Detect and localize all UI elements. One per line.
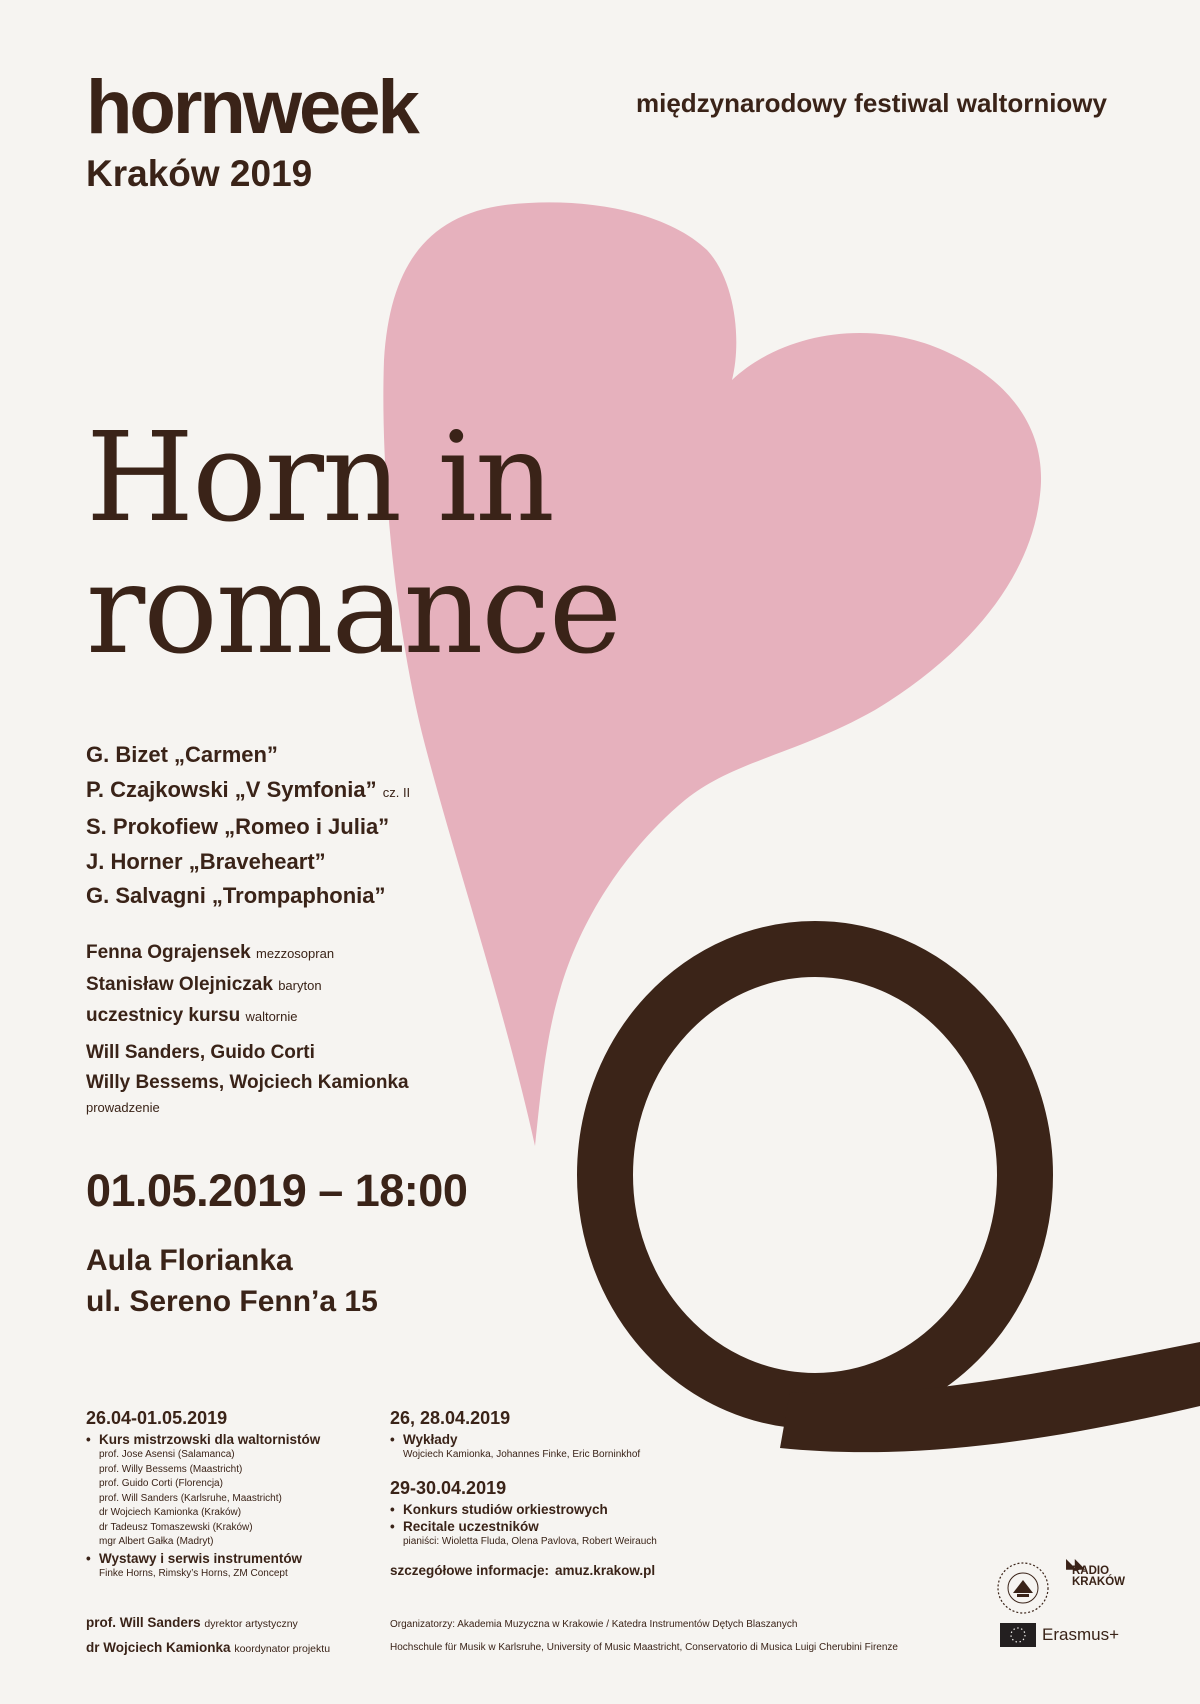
- hosts-role: prowadzenie: [86, 1100, 160, 1115]
- performer-name: Stanisław Olejniczak: [86, 973, 273, 995]
- more-info: [390, 1563, 655, 1578]
- schedule-item: • Kurs mistrzowski dla waltornistów: [86, 1431, 320, 1448]
- schedule-item-details: Finke Horns, Rimsky’s Horns, ZM Concept: [99, 1567, 288, 1579]
- schedule-item: • Recitale uczestników: [390, 1518, 657, 1535]
- director-name: dr Wojciech Kamionka: [86, 1640, 231, 1655]
- performer-role: waltornie: [245, 1009, 298, 1024]
- program-item: [86, 879, 410, 914]
- directors-block: [86, 1611, 330, 1661]
- horn-loop: [605, 949, 1200, 1452]
- teacher: prof. Guido Corti (Florencja): [99, 1478, 223, 1489]
- horn-ring: [605, 949, 1025, 1401]
- erasmus-label: Erasmus+: [1042, 1625, 1119, 1644]
- schedule-date: 29-30.04.2019: [390, 1477, 507, 1498]
- website-link[interactable]: amuz.krakow.pl: [555, 1563, 656, 1578]
- hosts-line-1: Will Sanders, Guido Corti: [86, 1042, 315, 1063]
- teacher: prof. Willy Bessems (Maastricht): [99, 1463, 243, 1475]
- program-work: P. Czajkowski „V Symfonia”: [86, 776, 377, 802]
- program-item: [86, 845, 410, 880]
- more-info-label: szczegółowe informacje:: [390, 1563, 550, 1578]
- teacher: dr Wojciech Kamionka (Kraków): [99, 1507, 242, 1518]
- program-note: cz. II: [382, 784, 411, 800]
- academy-seal-icon: [995, 1560, 1051, 1616]
- organizers-block: [390, 1613, 898, 1659]
- erasmus-logo: [1000, 1623, 1119, 1647]
- schedule-date: 26, 28.04.2019: [390, 1408, 511, 1428]
- program-item: [86, 773, 410, 811]
- radio-krakow-mark-icon: ◣◣: [1066, 1555, 1084, 1571]
- performer: [86, 1001, 334, 1033]
- concert-title: [86, 406, 621, 682]
- director: [86, 1611, 330, 1636]
- performer: [86, 970, 334, 1002]
- festival-brand: hornweek: [86, 65, 417, 150]
- schedule-item: • Wykłady: [390, 1431, 657, 1448]
- schedule-item: • Wystawy i serwis instrumentów: [86, 1550, 320, 1567]
- hosts-block: [86, 1038, 409, 1118]
- schedule-masterclass: [86, 1407, 320, 1581]
- program-work: G. Salvagni „Trompaphonia”: [86, 883, 386, 908]
- teacher: mgr Albert Gałka (Madryt): [99, 1536, 214, 1547]
- program-work: G. Bizet „Carmen”: [86, 742, 278, 767]
- event-venue: [86, 1240, 378, 1322]
- organizers-line-2: Hochschule für Musik w Karlsruhe, University of Music Maastricht, Conservatorio di Musica Luigi Cherubini Firenze: [390, 1642, 898, 1653]
- performer-role: mezzosopran: [256, 946, 335, 961]
- radio-logo-line-1: RADIO: [1072, 1565, 1110, 1577]
- teacher: prof. Will Sanders (Karlsruhe, Maastricht): [99, 1492, 282, 1504]
- horn-tail: [780, 1342, 1200, 1452]
- radio-logo-line-2: KRAKÓW: [1072, 1576, 1126, 1588]
- organizers-line-1: Organizatorzy: Akademia Muzyczna w Krakowie / Katedra Instrumentów Dętych Blaszanych: [390, 1619, 798, 1630]
- hosts-line-2: Willy Bessems, Wojciech Kamionka: [86, 1072, 409, 1093]
- concert-title-line-1: Horn in: [86, 406, 553, 550]
- program-work: S. Prokofiew „Romeo i Julia”: [86, 814, 390, 839]
- director: [86, 1636, 330, 1661]
- teacher: dr Tadeusz Tomaszewski (Kraków): [99, 1521, 253, 1533]
- schedule-item-details: pianiści: Wioletta Fluda, Olena Pavlova, Robert Weirauch: [403, 1535, 657, 1547]
- director-role: dyrektor artystyczny: [204, 1618, 298, 1630]
- radio-krakow-logo: [1066, 1555, 1126, 1588]
- festival-city-year: Kraków 2019: [86, 153, 313, 194]
- schedule-item-details: Wojciech Kamionka, Johannes Finke, Eric Borninkhof: [403, 1449, 641, 1460]
- schedule-lectures: [390, 1407, 657, 1549]
- program-work: J. Horner „Braveheart”: [86, 848, 326, 874]
- schedule-date: 26.04-01.05.2019: [86, 1408, 228, 1428]
- performer: [86, 938, 334, 970]
- program-list: [86, 738, 410, 914]
- performer-name: uczestnicy kursu: [86, 1005, 241, 1026]
- performer-name: Fenna Ograjensek: [86, 942, 251, 963]
- director-name: prof. Will Sanders: [86, 1615, 201, 1630]
- schedule-item: • Konkurs studiów orkiestrowych: [390, 1501, 657, 1518]
- director-role: koordynator projektu: [234, 1643, 331, 1655]
- festival-tagline: międzynarodowy festiwal waltorniowy: [636, 88, 1107, 118]
- program-item: [86, 810, 410, 845]
- venue-name: Aula Florianka: [86, 1244, 293, 1277]
- performer-role: baryton: [278, 977, 322, 993]
- venue-address: ul. Sereno Fenn’a 15: [86, 1285, 378, 1318]
- performers-list: [86, 938, 334, 1033]
- eu-flag-icon: [1000, 1623, 1036, 1647]
- teacher: prof. Jose Asensi (Salamanca): [99, 1449, 235, 1460]
- concert-title-line-2: romance: [86, 538, 621, 682]
- program-item: [86, 738, 410, 773]
- event-datetime: 01.05.2019 – 18:00: [86, 1165, 468, 1216]
